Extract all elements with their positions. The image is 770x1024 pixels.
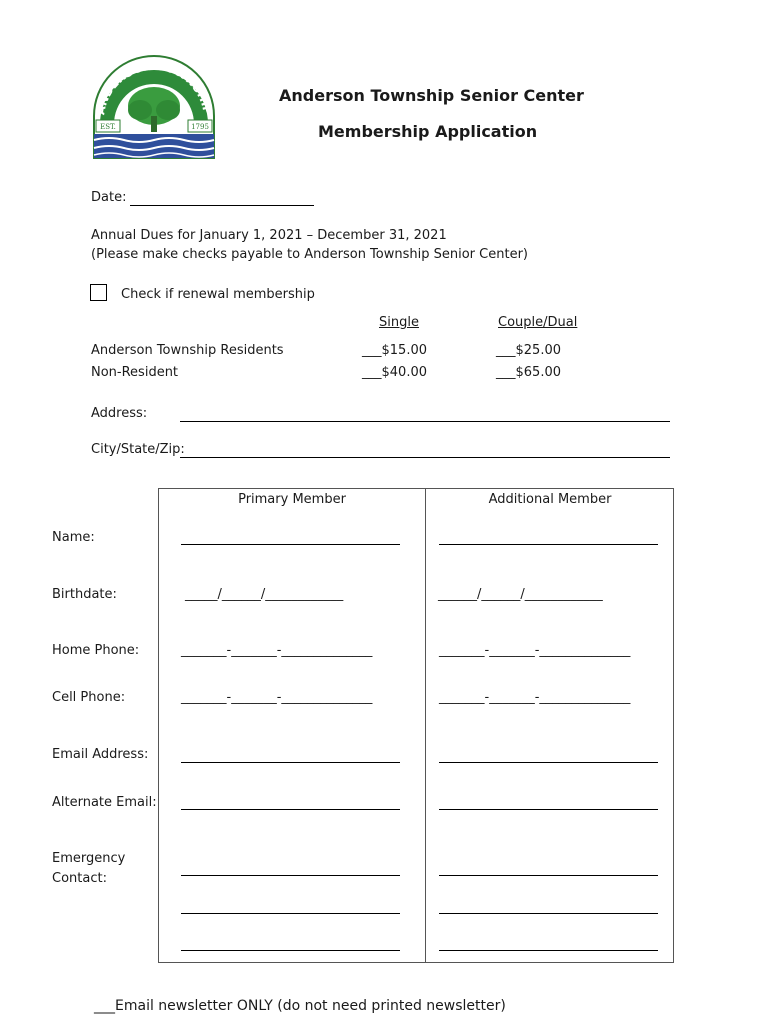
resident-couple-option[interactable]: ___$25.00	[496, 343, 561, 358]
city-state-zip-label: City/State/Zip:	[91, 442, 185, 457]
primary-home-phone-field[interactable]: _______-_______-______________	[181, 643, 373, 658]
email-label: Email Address:	[52, 747, 149, 762]
newsletter-option[interactable]: ___Email newsletter ONLY (do not need printed newsletter)	[94, 998, 506, 1014]
emergency-label-line-1: Emergency	[52, 851, 126, 866]
primary-emergency-line-1[interactable]	[181, 875, 400, 876]
home-phone-label: Home Phone:	[52, 643, 140, 658]
alternate-email-label: Alternate Email:	[52, 795, 157, 810]
additional-emergency-line-2[interactable]	[439, 913, 658, 914]
primary-emergency-line-3[interactable]	[181, 950, 400, 951]
additional-emergency-line-3[interactable]	[439, 950, 658, 951]
additional-emergency-line-1[interactable]	[439, 875, 658, 876]
primary-emergency-line-2[interactable]	[181, 913, 400, 914]
logo-arc-text: ANDERSON TOWNSHIP	[93, 58, 215, 116]
additional-home-phone-field[interactable]: _______-_______-______________	[439, 643, 631, 658]
nonresident-couple-option[interactable]: ___$65.00	[496, 365, 561, 380]
primary-cell-phone-field[interactable]: _______-_______-______________	[181, 690, 373, 705]
date-field[interactable]	[130, 205, 314, 206]
logo-year-text: 1795	[191, 123, 209, 131]
couple-header: Couple/Dual	[498, 315, 578, 330]
name-label: Name:	[52, 530, 95, 545]
form-title: Membership Application	[318, 122, 538, 141]
cell-phone-label: Cell Phone:	[52, 690, 126, 705]
table-divider	[425, 489, 426, 962]
additional-member-header: Additional Member	[488, 492, 612, 507]
renewal-label: Check if renewal membership	[121, 287, 315, 302]
additional-alternate-email-field[interactable]	[439, 809, 658, 810]
emergency-label-line-2: Contact:	[52, 871, 107, 886]
resident-single-option[interactable]: ___$15.00	[362, 343, 427, 358]
date-label: Date:	[91, 190, 127, 205]
anderson-township-logo	[90, 54, 218, 162]
address-label: Address:	[91, 406, 148, 421]
primary-alternate-email-field[interactable]	[181, 809, 400, 810]
nonresident-single-option[interactable]: ___$40.00	[362, 365, 427, 380]
city-state-zip-field[interactable]	[180, 457, 670, 458]
additional-email-field[interactable]	[439, 762, 658, 763]
resident-label: Anderson Township Residents	[91, 343, 284, 358]
address-field[interactable]	[180, 421, 670, 422]
dues-line-2: (Please make checks payable to Anderson Township Senior Center)	[91, 247, 528, 262]
primary-name-field[interactable]	[181, 544, 400, 545]
org-title: Anderson Township Senior Center	[279, 86, 584, 105]
additional-birthdate-field[interactable]: ______/______/____________	[438, 587, 603, 602]
primary-member-header: Primary Member	[238, 492, 346, 507]
additional-name-field[interactable]	[439, 544, 658, 545]
single-header: Single	[379, 315, 419, 330]
nonresident-label: Non-Resident	[91, 365, 179, 380]
dues-line-1: Annual Dues for January 1, 2021 – December 31, 2021	[91, 228, 447, 243]
logo-est-text: EST.	[100, 123, 116, 131]
renewal-checkbox[interactable]	[90, 284, 107, 301]
primary-birthdate-field[interactable]: _____/______/____________	[185, 587, 344, 602]
primary-email-field[interactable]	[181, 762, 400, 763]
member-table	[158, 488, 674, 963]
birthdate-label: Birthdate:	[52, 587, 117, 602]
additional-cell-phone-field[interactable]: _______-_______-______________	[439, 690, 631, 705]
